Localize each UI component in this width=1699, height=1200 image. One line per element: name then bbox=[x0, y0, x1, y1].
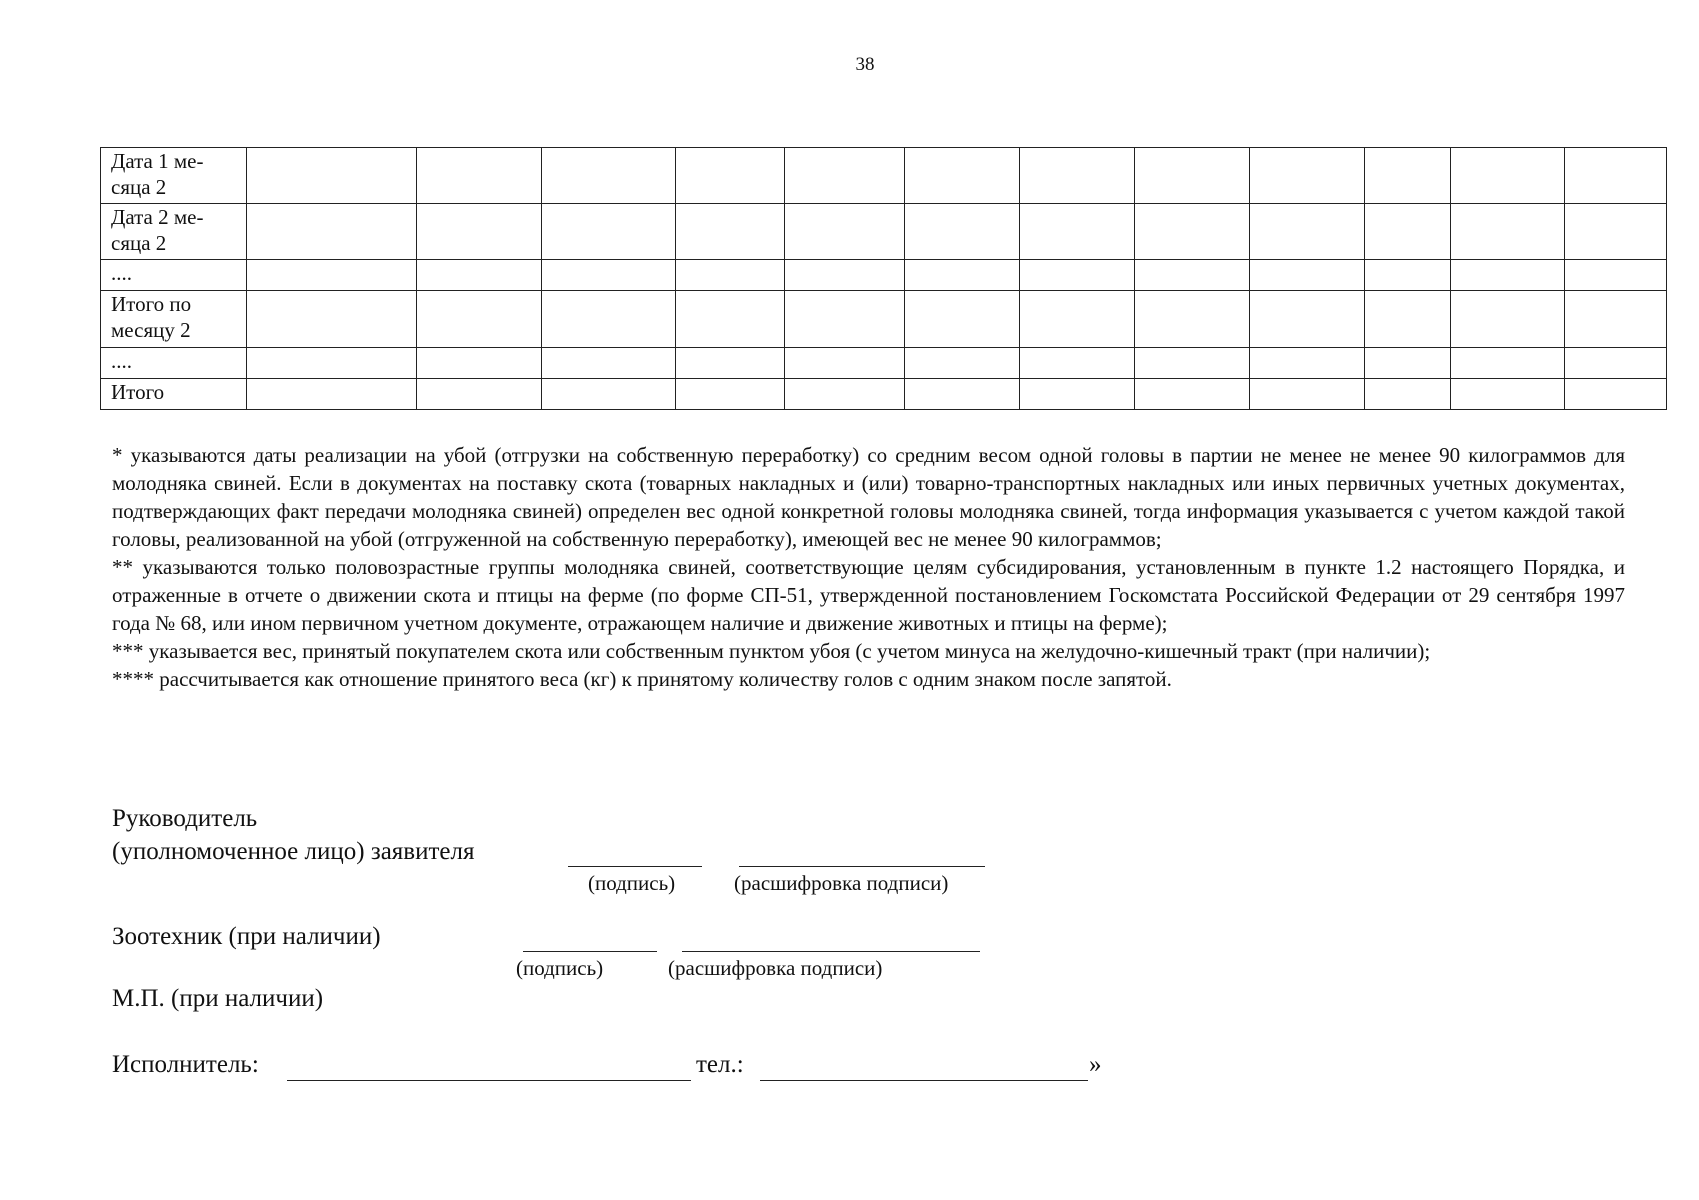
footnotes bbox=[112, 441, 1625, 693]
table-cell[interactable] bbox=[1565, 148, 1667, 204]
head-decoding-line[interactable] bbox=[739, 866, 985, 867]
table-cell[interactable] bbox=[1565, 348, 1667, 379]
table-cell[interactable] bbox=[1565, 204, 1667, 260]
page-number: 38 bbox=[855, 54, 875, 75]
table-cell[interactable] bbox=[1365, 260, 1451, 291]
phone-label: тел.: bbox=[696, 1051, 744, 1078]
executor-label: Исполнитель: bbox=[112, 1051, 259, 1078]
table-cell[interactable] bbox=[676, 260, 785, 291]
table-cell[interactable] bbox=[905, 291, 1020, 348]
table-cell[interactable] bbox=[785, 204, 905, 260]
table-row bbox=[101, 348, 1667, 379]
table-cell[interactable] bbox=[247, 260, 417, 291]
head-decoding-caption: (расшифровка подписи) bbox=[734, 871, 949, 895]
table-cell[interactable] bbox=[676, 204, 785, 260]
table-cell[interactable] bbox=[1451, 260, 1565, 291]
row-label-cell bbox=[101, 260, 247, 291]
table-cell[interactable] bbox=[247, 148, 417, 204]
table-cell[interactable] bbox=[1135, 348, 1250, 379]
table-cell[interactable] bbox=[1135, 260, 1250, 291]
table-cell[interactable] bbox=[1135, 291, 1250, 348]
table-cell[interactable] bbox=[1020, 379, 1135, 410]
table-cell[interactable] bbox=[1451, 148, 1565, 204]
table-cell[interactable] bbox=[1365, 291, 1451, 348]
table-cell[interactable] bbox=[1365, 348, 1451, 379]
table-row bbox=[101, 148, 1667, 204]
table-cell[interactable] bbox=[676, 348, 785, 379]
table-cell[interactable] bbox=[905, 148, 1020, 204]
table-cell[interactable] bbox=[785, 260, 905, 291]
table-cell[interactable] bbox=[247, 348, 417, 379]
table-cell[interactable] bbox=[1565, 291, 1667, 348]
table-cell[interactable] bbox=[905, 260, 1020, 291]
head-label: Руководитель bbox=[112, 805, 258, 832]
table-cell[interactable] bbox=[905, 348, 1020, 379]
table-cell[interactable] bbox=[542, 379, 676, 410]
table-cell[interactable] bbox=[417, 379, 542, 410]
row-label-cell bbox=[101, 379, 247, 410]
stamp-label: М.П. (при наличии) bbox=[112, 985, 324, 1012]
table-cell[interactable] bbox=[785, 291, 905, 348]
table-cell[interactable] bbox=[785, 348, 905, 379]
table-cell[interactable] bbox=[1020, 148, 1135, 204]
row-label-line: месяцу 2 bbox=[111, 318, 191, 342]
table-cell[interactable] bbox=[1135, 148, 1250, 204]
zootech-signature-line[interactable] bbox=[523, 951, 657, 952]
table-cell[interactable] bbox=[1020, 204, 1135, 260]
table-cell[interactable] bbox=[1565, 379, 1667, 410]
table-cell[interactable] bbox=[1250, 348, 1365, 379]
row-label-line: сяца 2 bbox=[111, 175, 167, 199]
table-cell[interactable] bbox=[1451, 348, 1565, 379]
table-cell[interactable] bbox=[1365, 204, 1451, 260]
row-label-cell bbox=[101, 291, 247, 348]
table-cell[interactable] bbox=[1250, 291, 1365, 348]
closing-quote: » bbox=[1089, 1051, 1102, 1078]
zootech-signature-caption: (подпись) bbox=[516, 956, 604, 980]
table-cell[interactable] bbox=[1451, 204, 1565, 260]
row-label-line: Дата 2 ме- bbox=[111, 205, 204, 229]
table-cell[interactable] bbox=[1250, 260, 1365, 291]
table-cell[interactable] bbox=[417, 348, 542, 379]
table-cell[interactable] bbox=[785, 148, 905, 204]
table-cell[interactable] bbox=[417, 260, 542, 291]
table-cell[interactable] bbox=[676, 148, 785, 204]
row-label-cell bbox=[101, 148, 247, 204]
table-cell[interactable] bbox=[1365, 379, 1451, 410]
table-cell[interactable] bbox=[542, 148, 676, 204]
table-cell[interactable] bbox=[247, 291, 417, 348]
head-authorized-label: (уполномоченное лицо) заявителя bbox=[112, 838, 475, 865]
table-cell[interactable] bbox=[417, 291, 542, 348]
footnote-2: ** указываются только половозрастные группы молодняка свиней, соответствующие целям субсидирования, установленным в пункте 1.2 настоящего Порядка, и отраженные в отчете о движении скота и птицы на ферме (по форме СП-51, утвержденной постановлением Госкомстата Российской Федерации от 29 сентября 1997 года № 68, или ином первичном учетном документе, отражающем наличие и движение животных и птицы на ферме); bbox=[112, 555, 1625, 635]
zootech-decoding-caption: (расшифровка подписи) bbox=[668, 956, 883, 980]
zootech-decoding-line[interactable] bbox=[682, 951, 980, 952]
table-cell[interactable] bbox=[676, 379, 785, 410]
table-cell[interactable] bbox=[1250, 204, 1365, 260]
table-cell[interactable] bbox=[905, 379, 1020, 410]
table-row bbox=[101, 379, 1667, 410]
table-cell[interactable] bbox=[1020, 291, 1135, 348]
executor-line[interactable] bbox=[287, 1080, 691, 1081]
table-cell[interactable] bbox=[676, 291, 785, 348]
table-cell[interactable] bbox=[247, 379, 417, 410]
table-cell[interactable] bbox=[542, 348, 676, 379]
table-cell[interactable] bbox=[1451, 291, 1565, 348]
table-cell[interactable] bbox=[1565, 260, 1667, 291]
row-label-line: .... bbox=[111, 261, 132, 285]
table-cell[interactable] bbox=[542, 204, 676, 260]
footnote-4: **** рассчитывается как отношение принятого веса (кг) к принятому количеству голов с одним знаком после запятой. bbox=[112, 667, 1172, 691]
table-row bbox=[101, 204, 1667, 260]
row-label-cell bbox=[101, 204, 247, 260]
table-cell[interactable] bbox=[1250, 379, 1365, 410]
row-label-line: Дата 1 ме- bbox=[111, 149, 204, 173]
table-cell[interactable] bbox=[247, 204, 417, 260]
phone-line[interactable] bbox=[760, 1080, 1088, 1081]
table-row bbox=[101, 291, 1667, 348]
table-cell[interactable] bbox=[905, 204, 1020, 260]
zootech-label: Зоотехник (при наличии) bbox=[112, 923, 381, 950]
table-cell[interactable] bbox=[417, 148, 542, 204]
table-cell[interactable] bbox=[1135, 379, 1250, 410]
row-label-line: Итого bbox=[111, 380, 165, 404]
table-cell[interactable] bbox=[542, 260, 676, 291]
table-cell[interactable] bbox=[542, 291, 676, 348]
table-row bbox=[101, 260, 1667, 291]
row-label-line: сяца 2 bbox=[111, 231, 167, 255]
table-cell[interactable] bbox=[417, 204, 542, 260]
table-cell[interactable] bbox=[785, 379, 905, 410]
table-cell[interactable] bbox=[1020, 260, 1135, 291]
data-table bbox=[100, 147, 1667, 410]
footnote-3: *** указывается вес, принятый покупателем скота или собственным пунктом убоя (с учетом минуса на желудочно-кишечный тракт (при наличии); bbox=[112, 639, 1431, 663]
table-cell[interactable] bbox=[1250, 148, 1365, 204]
head-signature-caption: (подпись) bbox=[588, 871, 676, 895]
table-cell[interactable] bbox=[1135, 204, 1250, 260]
table-cell[interactable] bbox=[1365, 148, 1451, 204]
table-cell[interactable] bbox=[1020, 348, 1135, 379]
row-label-line: Итого по bbox=[111, 292, 192, 316]
table-cell[interactable] bbox=[1451, 379, 1565, 410]
row-label-line: .... bbox=[111, 349, 132, 373]
row-label-cell bbox=[101, 348, 247, 379]
head-signature-line[interactable] bbox=[568, 866, 702, 867]
footnote-1: * указываются даты реализации на убой (отгрузки на собственную переработку) со средним весом одной головы в партии не менее не менее 90 килограммов для молодняка свиней. Если в документах на поставку скота (товарных накладных и (или) товарно-транспортных накладных или иных первичных учетных документах, подтверждающих факт передачи молодняка свиней) определен вес одной конкретной головы молодняка свиней, тогда информация указывается с учетом каждой такой головы, реализованной на убой (отгруженной на собственную переработку), имеющей вес не менее 90 килограммов; bbox=[112, 443, 1625, 551]
